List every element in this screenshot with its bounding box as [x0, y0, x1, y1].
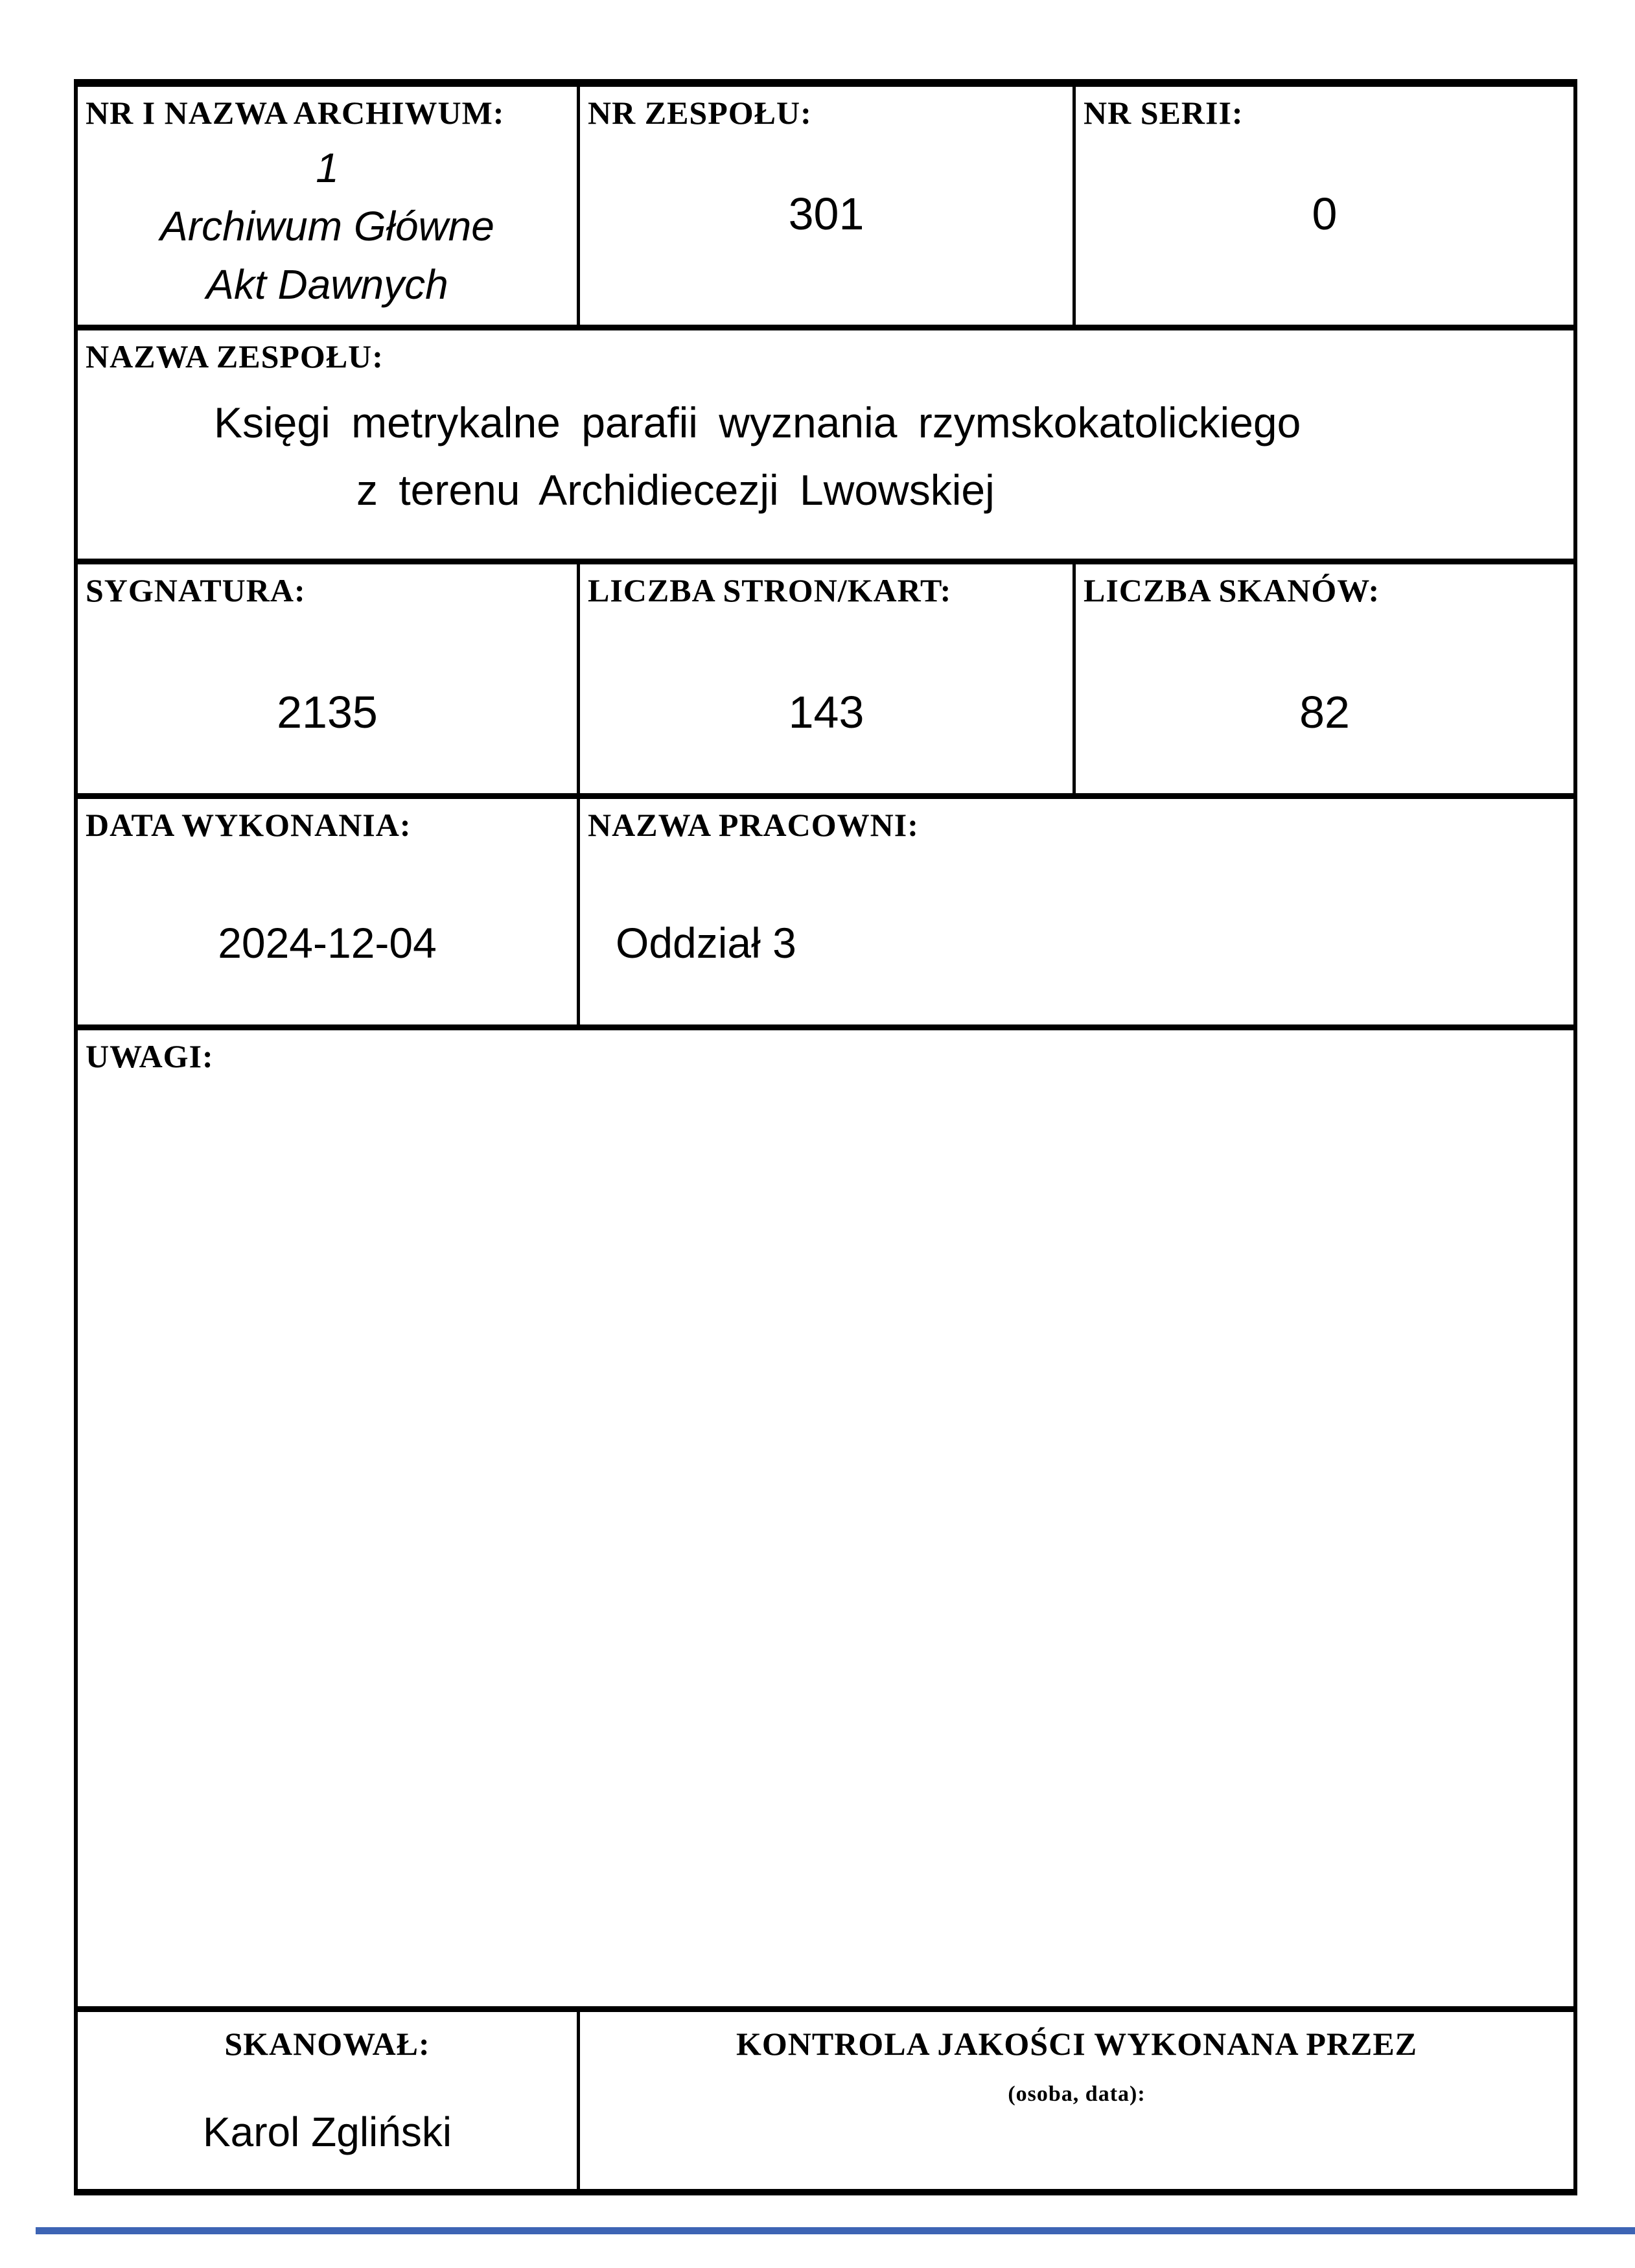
liczba-stron-label: LICZBA STRON/KART: [588, 572, 952, 608]
field-nr-serii [1073, 87, 1573, 325]
archive-name-block [78, 139, 577, 314]
archive-name-line2: Akt Dawnych [206, 261, 448, 308]
field-nazwa-pracowni [577, 799, 1573, 1024]
archive-name-line1: Archiwum Główne [160, 203, 494, 249]
nr-i-nazwa-archiwum-label: NR I NAZWA ARCHIWUM: [86, 95, 505, 131]
nazwa-zespolu-line1: Księgi metrykalne parafii wyznania rzymskokatolickiego [214, 399, 1301, 446]
row-sygnatura-strony-skany [78, 559, 1573, 793]
field-liczba-skanow [1073, 564, 1573, 793]
field-nr-i-nazwa-archiwum [78, 87, 577, 325]
skanowal-label: SKANOWAŁ: [224, 2026, 430, 2062]
field-data-wykonania [78, 799, 577, 1024]
liczba-skanow-label: LICZBA SKANÓW: [1084, 572, 1380, 608]
field-nazwa-zespolu [78, 330, 1573, 559]
nazwa-pracowni-value: Oddział 3 [616, 919, 796, 967]
kontrola-jakosci-label: KONTROLA JAKOŚCI WYKONANA PRZEZ [736, 2026, 1418, 2062]
liczba-stron-value: 143 [788, 687, 864, 737]
field-nr-zespolu [577, 87, 1073, 325]
skanowal-value: Karol Zgliński [202, 2109, 452, 2155]
nazwa-pracowni-label: NAZWA PRACOWNI: [588, 807, 919, 843]
kontrola-jakosci-sublabel: (osoba, data): [1008, 2082, 1146, 2106]
nr-serii-label: NR SERII: [1084, 95, 1244, 131]
bottom-blue-line [36, 2227, 1635, 2234]
nazwa-zespolu-line2: z terenu Archidiecezji Lwowskiej [356, 466, 995, 514]
archive-metadata-table [74, 79, 1577, 2195]
nazwa-zespolu-label: NAZWA ZESPOŁU: [86, 338, 384, 375]
field-sygnatura [78, 564, 577, 793]
sygnatura-label: SYGNATURA: [86, 572, 306, 608]
nr-zespolu-label: NR ZESPOŁU: [588, 95, 812, 131]
row-uwagi [78, 1024, 1573, 2006]
nr-zespolu-value: 301 [788, 189, 864, 239]
uwagi-label: UWAGI: [86, 1038, 214, 1074]
nr-serii-value: 0 [1312, 189, 1338, 239]
field-liczba-stron [577, 564, 1073, 793]
data-wykonania-value: 2024-12-04 [218, 919, 437, 967]
sygnatura-value: 2135 [277, 687, 378, 737]
field-uwagi [78, 1030, 1573, 2006]
field-kontrola-jakosci [577, 2012, 1573, 2189]
row-skanowal-kontrola [78, 2006, 1573, 2189]
archive-number: 1 [316, 145, 339, 191]
row-nazwa-zespolu [78, 325, 1573, 559]
liczba-skanow-value: 82 [1299, 687, 1350, 737]
row-data-pracownia [78, 793, 1573, 1024]
data-wykonania-label: DATA WYKONANIA: [86, 807, 412, 843]
row-archive-info [78, 87, 1573, 325]
field-skanowal [78, 2012, 577, 2189]
